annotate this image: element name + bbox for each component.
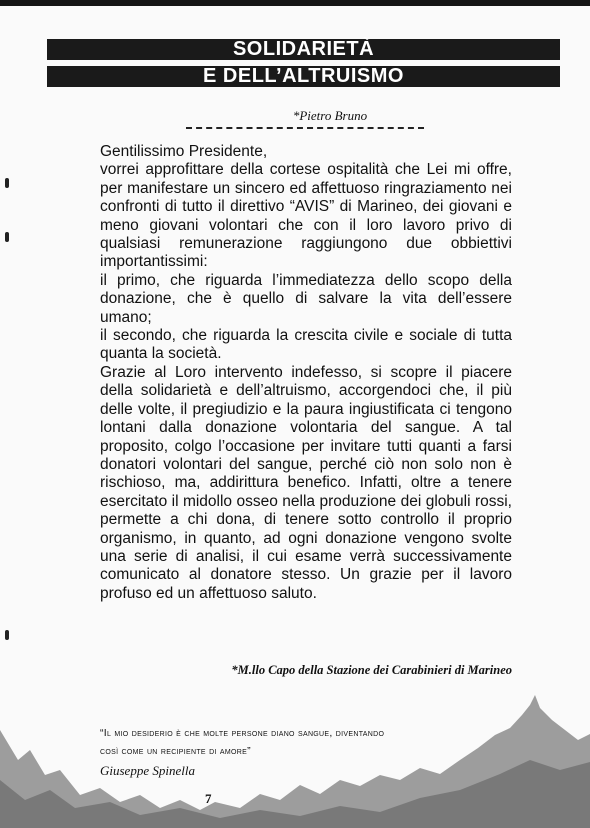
page-number: 7 xyxy=(205,791,212,806)
letter-paragraph: vorrei approfittare della cortese ospitalità che Lei mi offre, per manifestare un sincero ed affettuoso ringraziamento nei confronti di tutto il direttivo “AVIS” di Marineo, dei giovani e meno giovani volontari che con il loro lavoro privo di qualsiasi remunerazione raggiungono due obbiettivi importantissimi: xyxy=(100,161,512,271)
punch-hole-mark xyxy=(5,630,9,640)
title-line-1: SOLIDARIETÀ xyxy=(47,39,560,60)
quote-line-2: così come un recipiente di amore” xyxy=(100,745,251,757)
punch-hole-mark xyxy=(5,232,9,242)
article-author: *Pietro Bruno xyxy=(292,108,368,123)
quote-block xyxy=(100,724,500,760)
letter-greeting: Gentilissimo Presidente, xyxy=(100,143,268,160)
letter-paragraph: il secondo, che riguarda la crescita civile e sociale di tutta quanta la società. xyxy=(100,327,512,363)
punch-hole-mark xyxy=(5,178,9,188)
letter-body xyxy=(100,143,512,603)
quote-author: Giuseppe Spinella xyxy=(100,763,195,778)
dashed-divider xyxy=(186,127,424,129)
letter-paragraph: il primo, che riguarda l’immediatezza dello scopo della donazione, che è quello di salvare la vita dell’essere umano; xyxy=(100,271,512,326)
quote-line-1: “Il mio desiderio è che molte persone diano sangue, diventando xyxy=(100,727,385,739)
title-line-2: E DELL’ALTRUISMO xyxy=(47,66,560,87)
letter-paragraph: Grazie al Loro intervento indefesso, si scopre il piacere della solidarietà e dell’altruismo, accorgendoci che, il più delle volte, il pregiudizio e la paura ingiustificata ci tengono lontani dalla donazione volontaria del sangue. A tal proposito, colgo l’occasione per invitare tutti quanti a farsi donatori volontari del sangue, perché ciò non solo non è rischioso, ma, addirittura benefico. Infatti, oltre a tenere esercitato il midollo osseo nella produzione dei globuli rossi, permette a chi dona, di tenere sotto controllo il proprio organismo, in quanto, ad ogni donazione vengono svolte una serie di analisi, il cui esame verrà successivamente comunicato al donatore stesso. Un grazie per il lavoro profuso ed un affettuoso saluto. xyxy=(100,363,512,602)
letter-signature: *M.llo Capo della Stazione dei Carabinieri di Marineo xyxy=(231,663,512,677)
page-top-edge xyxy=(0,0,590,6)
